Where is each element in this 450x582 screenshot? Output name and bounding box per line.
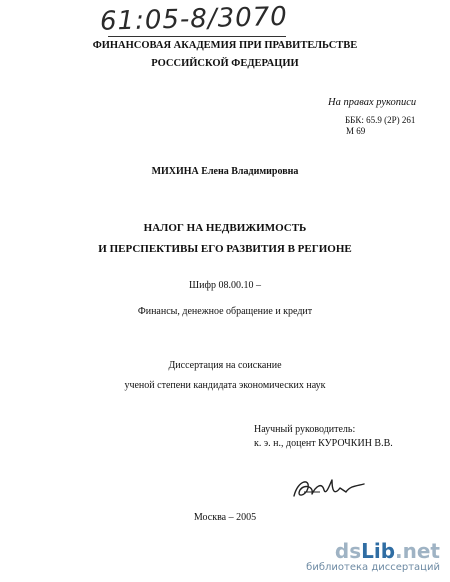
author-name: МИХИНА Елена Владимировна [151, 166, 299, 177]
watermark-ds: ds [334, 539, 362, 563]
institution-line-1: ФИНАНСОВАЯ АКАДЕМИЯ ПРИ ПРАВИТЕЛЬСТВЕ [92, 40, 358, 51]
bbk-index: М 69 [346, 126, 366, 136]
copyright-note: На правах рукописи [328, 97, 417, 108]
watermark-logo [306, 540, 440, 562]
degree-block [0, 356, 450, 396]
supervisor-block [254, 423, 393, 451]
specialty-name: Финансы, денежное обращение и кредит [137, 306, 313, 317]
title-line-1: НАЛОГ НА НЕДВИЖИМОСТЬ [143, 222, 307, 234]
supervisor-name: к. э. н., доцент КУРОЧКИН В.В. [254, 438, 393, 449]
bbk-code: ББК: 65.9 (2Р) 261 [345, 115, 416, 125]
specialty-code: Шифр 08.00.10 – [189, 280, 261, 291]
degree-line-2: ученой степени кандидата экономических наук [124, 380, 326, 391]
institution-header [0, 37, 450, 73]
archive-stamp: 61:05-8/3070 [99, 1, 289, 37]
dissertation-title [0, 218, 450, 260]
watermark-subtitle: библиотека диссертаций [306, 562, 440, 573]
institution-line-2: РОССИЙСКОЙ ФЕДЕРАЦИИ [151, 58, 299, 69]
site-watermark [306, 540, 440, 574]
supervisor-label: Научный руководитель: [254, 424, 356, 435]
watermark-net: .net [395, 539, 440, 563]
degree-line-1: Диссертация на соискание [168, 360, 282, 371]
city-year: Москва – 2005 [193, 512, 257, 523]
watermark-lib: Lib [361, 539, 396, 563]
bbk-block [345, 115, 415, 137]
handwritten-signature [290, 474, 370, 504]
title-line-2: И ПЕРСПЕКТИВЫ ЕГО РАЗВИТИЯ В РЕГИОНЕ [98, 243, 352, 255]
